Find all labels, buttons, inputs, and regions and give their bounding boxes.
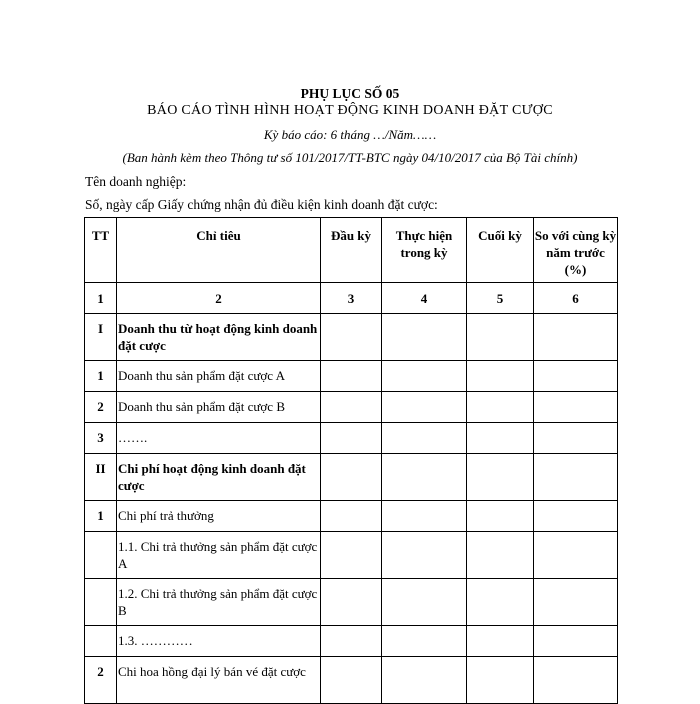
header-in-period: Thực hiện trong kỳ (382, 218, 467, 283)
cell-empty (382, 579, 467, 626)
row-index (85, 626, 117, 657)
row-label: ……. (117, 423, 321, 454)
cell-empty (382, 501, 467, 532)
cell-empty (534, 423, 618, 454)
row-index (85, 532, 117, 579)
table-row (85, 454, 618, 501)
cell-empty (321, 423, 382, 454)
cell-empty (321, 501, 382, 532)
row-label: 1.3. ………… (117, 626, 321, 657)
cell-empty (382, 361, 467, 392)
header-yoy: So với cùng kỳ năm trước (%) (534, 218, 618, 283)
cell-empty (467, 579, 534, 626)
cell-empty (321, 626, 382, 657)
table-row (85, 501, 618, 532)
table-header-row (85, 218, 618, 283)
table-row (85, 626, 618, 657)
cell-empty (467, 361, 534, 392)
cell-empty (534, 392, 618, 423)
header-opening: Đầu kỳ (321, 218, 382, 283)
col-number: 3 (321, 283, 382, 314)
row-index: 1 (85, 361, 117, 392)
row-label: Chi hoa hồng đại lý bán vé đặt cược (117, 657, 321, 704)
row-label: Doanh thu sản phẩm đặt cược A (117, 361, 321, 392)
company-name-field: Tên doanh nghiệp: (85, 174, 187, 189)
row-index: 2 (85, 657, 117, 704)
col-number: 5 (467, 283, 534, 314)
cell-empty (382, 314, 467, 361)
cell-empty (321, 314, 382, 361)
row-label: Chi phí trả thưởng (117, 501, 321, 532)
header-closing: Cuối kỳ (467, 218, 534, 283)
license-field: Số, ngày cấp Giấy chứng nhận đủ điều kiện kinh doanh đặt cược: (85, 197, 438, 212)
cell-empty (321, 532, 382, 579)
cell-empty (382, 626, 467, 657)
table-row (85, 657, 618, 704)
table-row (85, 579, 618, 626)
cell-empty (467, 314, 534, 361)
table-row (85, 532, 618, 579)
col-number: 6 (534, 283, 618, 314)
cell-empty (382, 454, 467, 501)
cell-empty (467, 657, 534, 704)
col-number: 4 (382, 283, 467, 314)
cell-empty (321, 392, 382, 423)
cell-empty (534, 532, 618, 579)
report-table (84, 217, 618, 704)
row-index: 2 (85, 392, 117, 423)
header-indicator: Chỉ tiêu (117, 218, 321, 283)
cell-empty (467, 392, 534, 423)
report-title: BÁO CÁO TÌNH HÌNH HOẠT ĐỘNG KINH DOANH ĐẶT CƯỢC (147, 103, 553, 118)
cell-empty (467, 532, 534, 579)
col-number: 1 (85, 283, 117, 314)
row-label: Doanh thu từ hoạt động kinh doanh đặt cược (117, 314, 321, 361)
cell-empty (467, 501, 534, 532)
cell-empty (534, 314, 618, 361)
appendix-title: PHỤ LỤC SỐ 05 (300, 86, 400, 101)
cell-empty (382, 423, 467, 454)
cell-empty (321, 454, 382, 501)
column-number-row (85, 283, 618, 314)
header-tt: TT (85, 218, 117, 283)
cell-empty (382, 392, 467, 423)
cell-empty (467, 454, 534, 501)
cell-empty (534, 454, 618, 501)
table-row (85, 361, 618, 392)
cell-empty (534, 501, 618, 532)
issued-note: (Ban hành kèm theo Thông tư số 101/2017/TT-BTC ngày 04/10/2017 của Bộ Tài chính) (122, 150, 578, 165)
row-label: Chi phí hoạt động kinh doanh đặt cược (117, 454, 321, 501)
row-index: II (85, 454, 117, 501)
cell-empty (534, 579, 618, 626)
row-index: I (85, 314, 117, 361)
row-label: 1.2. Chi trả thưởng sản phẩm đặt cược B (117, 579, 321, 626)
col-number: 2 (117, 283, 321, 314)
cell-empty (382, 657, 467, 704)
cell-empty (467, 423, 534, 454)
table-row (85, 314, 618, 361)
cell-empty (534, 626, 618, 657)
row-index (85, 579, 117, 626)
row-index: 1 (85, 501, 117, 532)
cell-empty (534, 657, 618, 704)
table-row (85, 423, 618, 454)
cell-empty (321, 579, 382, 626)
cell-empty (321, 361, 382, 392)
row-label: Doanh thu sản phẩm đặt cược B (117, 392, 321, 423)
row-index: 3 (85, 423, 117, 454)
report-period: Kỳ báo cáo: 6 tháng …/Năm…… (263, 127, 437, 142)
cell-empty (534, 361, 618, 392)
cell-empty (467, 626, 534, 657)
cell-empty (382, 532, 467, 579)
table-row (85, 392, 618, 423)
row-label: 1.1. Chi trả thưởng sản phẩm đặt cược A (117, 532, 321, 579)
cell-empty (321, 657, 382, 704)
